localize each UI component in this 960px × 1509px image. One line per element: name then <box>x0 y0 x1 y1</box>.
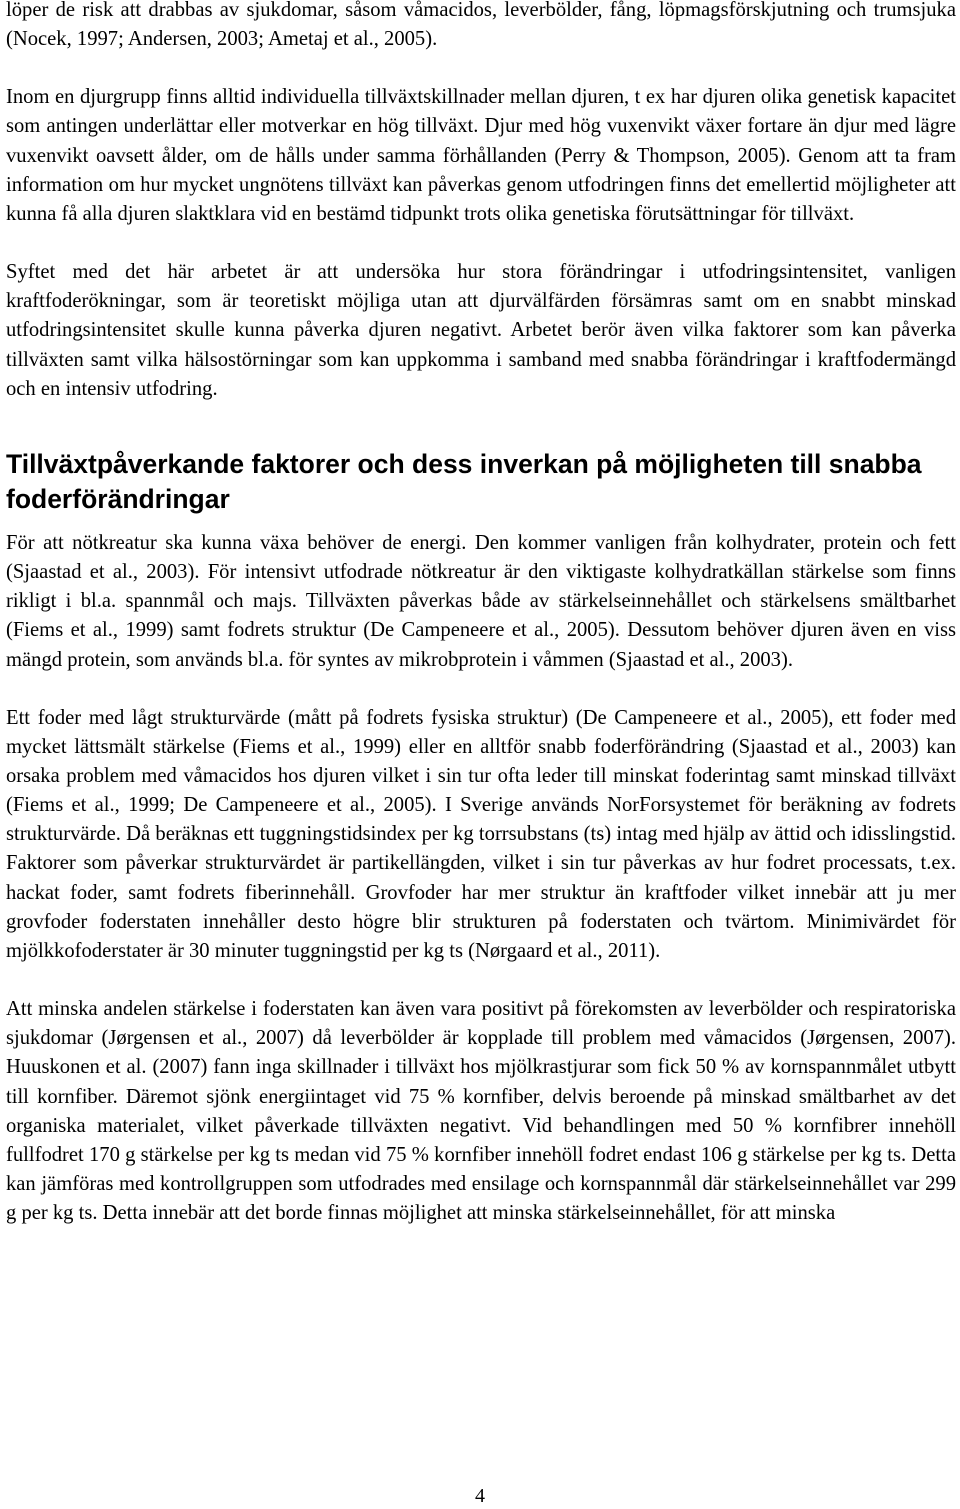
paragraph-purpose: Syftet med det här arbetet är att undersöka hur stora förändringar i utfodringsintensitet, vanligen kraftfoderökningar, som är teoretiskt möjliga utan att djurvälfärden försämras samt om en snabbt minskad utfodringsintensitet skulle kunna påverka djuren negativt. Arbetet berör även vilka faktorer som kan påverka tillväxten samt vilka hälsostörningar som kan uppkomma i samband med snabba förändringar i kraftfodermängd och en intensiv utfodring. <box>6 261 956 400</box>
paragraph-structure-value: Ett foder med lågt strukturvärde (mått på fodrets fysiska struktur) (De Campeneere et al., 2005), ett foder med mycket lättsmält stärkelse (Fiems et al., 1999) eller en alltför snabb foderförändring (Sjaastad et al., 2003) kan orsaka problem med våmacidos hos djuren vilket i sin tur ofta leder till minskat foderintag samt minskad tillväxt (Fiems et al., 1999; De Campeneere et al., 2005). I Sverige används NorForsystemet för beräkning av fodrets strukturvärde. Då beräknas ett tuggningstidsindex per kg torrsubstans (ts) intag med hjälp av ättid och idisslingstid. Faktorer som påverkar strukturvärdet är partikellängden, vilket i sin tur påverkas av hur fodret processats, t.ex. hackat foder, samt fodrets fiberinnehåll. Grovfoder har mer struktur än kraftfoder vilket innebär att ju mer grovfoder foderstaten innehåller desto högre blir strukturen på foderstaten och tvärtom. Minimivärdet för mjölkkofoderstater är 30 minuter tuggningstid per kg ts (Nørgaard et al., 2011). <box>6 706 956 962</box>
paragraph-spacer <box>6 966 956 995</box>
paragraph-intro-continuation: löper de risk att drabbas av sjukdomar, såsom våmacidos, leverbölder, fång, löpmagsförskjutning och trumsjuka (Nocek, 1997; Andersen, 2003; Ametaj et al., 2005). <box>6 0 956 51</box>
paragraph-spacer <box>6 675 956 704</box>
heading-spacer <box>6 404 956 447</box>
paragraph-energy: För att nötkreatur ska kunna växa behöver de energi. Den kommer vanligen från kolhydrater, protein och fett (Sjaastad et al., 2003). För intensivt utfodrade nötkreatur är den viktigaste kolhydratkällan stärkelse som finns rikligt i bl.a. spannmål och majs. Tillväxten påverkas både av stärkelseinnehållet och stärkelsens smältbarhet (Fiems et al., 1999) samt fodrets struktur (De Campeneere et al., 2005). Dessutom behöver djuren även en viss mängd protein, som används bl.a. för syntes av mikrobprotein i våmmen (Sjaastad et al., 2003). <box>6 531 956 671</box>
paragraph-starch-reduction: Att minska andelen stärkelse i foderstaten kan även vara positivt på förekomsten av leverbölder och respiratoriska sjukdomar (Jørgensen et al., 2007) då leverbölder är kopplade till problem med våmacidos (Jørgensen, 2007). Huuskonen et al. (2007) fann inga skillnader i tillväxt hos mjölkrastjurar som fick 50 % av kornspannmålet utbytt till kornfiber. Däremot sjönk energiintaget vid 75 % kornfiber, delvis beroende på minskad smältbarhet av det organiska materialet, vilket påverkade tillväxten negativt. Vid behandlingen med 50 % kornfibrer innehöll fullfodret 170 g stärkelse per kg ts medan vid 75 % kornfiber innehöll fodret endast 106 g stärkelse per kg ts. Detta kan jämföras med kontrollgruppen som utfodrades med ensilage och kornspannmål där stärkelseinnehållet var 299 g per kg ts. Detta innebär att det borde finnas möjlighet att minska stärkelseinnehållet, för att minska <box>6 998 956 1225</box>
paragraph-spacer <box>6 54 956 83</box>
paragraph-spacer <box>6 229 956 258</box>
section-heading: Tillväxtpåverkande faktorer och dess inverkan på möjligheten till snabba foderförändringar <box>6 448 922 514</box>
paragraph-growth-variation: Inom en djurgrupp finns alltid individuella tillväxtskillnader mellan djuren, t ex har djuren olika genetisk kapacitet som antingen underlättar eller motverkar en hög tillväxt. Djur med hög vuxenvikt växer fortare än djur med lägre vuxenvikt oavsett ålder, om de hålls under samma förhållanden (Perry & Thompson, 2005). Genom att ta fram information om hur mycket ungnötens tillväxt kan påverkas genom utfodringen finns det emellertid möjligheter att kunna få alla djuren slaktklara vid en bestämd tidpunkt trots olika genetiska förutsättningar för tillväxt. <box>6 86 956 225</box>
document-page <box>6 0 956 1228</box>
heading-spacer <box>6 517 956 529</box>
page-number: 4 <box>475 1485 485 1507</box>
